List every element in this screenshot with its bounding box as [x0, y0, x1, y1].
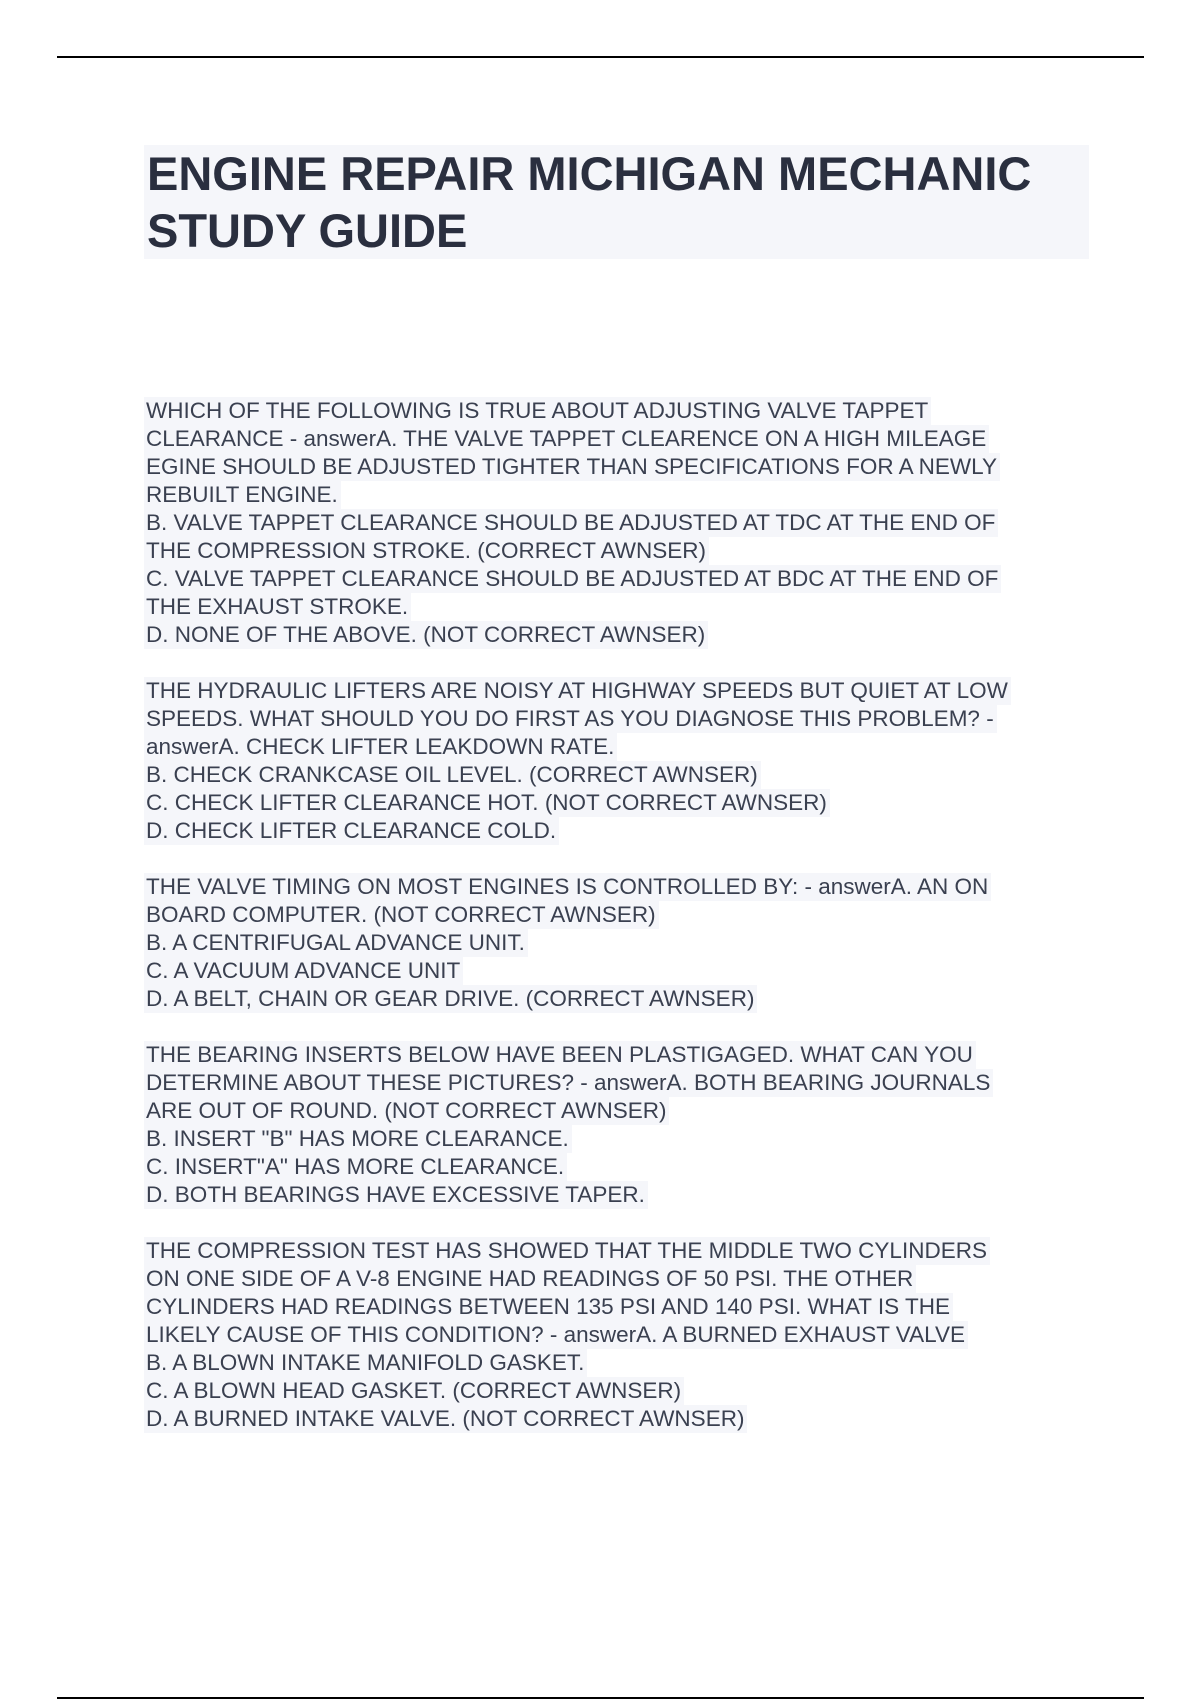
question-text-line: D. CHECK LIFTER CLEARANCE COLD. — [144, 817, 559, 845]
question-text-line: B. CHECK CRANKCASE OIL LEVEL. (CORRECT AWNSER) — [144, 761, 761, 789]
question-text-line: answerA. CHECK LIFTER LEAKDOWN RATE. — [144, 733, 617, 761]
question-text-line: THE COMPRESSION TEST HAS SHOWED THAT THE MIDDLE TWO CYLINDERS — [144, 1237, 990, 1265]
question-text-line: B. VALVE TAPPET CLEARANCE SHOULD BE ADJUSTED AT TDC AT THE END OF — [144, 509, 998, 537]
question-text-line: SPEEDS. WHAT SHOULD YOU DO FIRST AS YOU DIAGNOSE THIS PROBLEM? - — [144, 705, 997, 733]
question-text-line: WHICH OF THE FOLLOWING IS TRUE ABOUT ADJUSTING VALVE TAPPET — [144, 397, 931, 425]
question-text-line: THE COMPRESSION STROKE. (CORRECT AWNSER) — [144, 537, 709, 565]
question-text-line: D. A BURNED INTAKE VALVE. (NOT CORRECT AWNSER) — [144, 1405, 747, 1433]
title-block — [144, 145, 1089, 259]
question-text-line: C. INSERT"A" HAS MORE CLEARANCE. — [144, 1153, 567, 1181]
question-block — [144, 1237, 1089, 1433]
document-title — [144, 145, 1089, 259]
questions-list — [144, 397, 1089, 1461]
question-text-line: DETERMINE ABOUT THESE PICTURES? - answerA. BOTH BEARING JOURNALS — [144, 1069, 993, 1097]
question-text-line: ARE OUT OF ROUND. (NOT CORRECT AWNSER) — [144, 1097, 669, 1125]
question-block — [144, 397, 1089, 649]
question-text-line: THE EXHAUST STROKE. — [144, 593, 411, 621]
question-text-line: C. A VACUUM ADVANCE UNIT — [144, 957, 463, 985]
question-text-line: C. A BLOWN HEAD GASKET. (CORRECT AWNSER) — [144, 1377, 684, 1405]
question-text-line: D. BOTH BEARINGS HAVE EXCESSIVE TAPER. — [144, 1181, 648, 1209]
question-text-line: THE VALVE TIMING ON MOST ENGINES IS CONTROLLED BY: - answerA. AN ON — [144, 873, 991, 901]
question-text-line: THE HYDRAULIC LIFTERS ARE NOISY AT HIGHWAY SPEEDS BUT QUIET AT LOW — [144, 677, 1011, 705]
question-text-line: ON ONE SIDE OF A V-8 ENGINE HAD READINGS OF 50 PSI. THE OTHER — [144, 1265, 916, 1293]
top-rule — [57, 56, 1144, 58]
bottom-rule — [57, 1697, 1144, 1699]
question-text-line: D. NONE OF THE ABOVE. (NOT CORRECT AWNSER) — [144, 621, 708, 649]
question-text-line: C. CHECK LIFTER CLEARANCE HOT. (NOT CORRECT AWNSER) — [144, 789, 830, 817]
question-text-line: D. A BELT, CHAIN OR GEAR DRIVE. (CORRECT AWNSER) — [144, 985, 757, 1013]
question-block — [144, 677, 1089, 845]
question-text-line: B. A BLOWN INTAKE MANIFOLD GASKET. — [144, 1349, 587, 1377]
question-text-line: CLEARANCE - answerA. THE VALVE TAPPET CLEARENCE ON A HIGH MILEAGE — [144, 425, 989, 453]
title-line-1: ENGINE REPAIR MICHIGAN MECHANIC — [147, 147, 1032, 200]
question-text-line: CYLINDERS HAD READINGS BETWEEN 135 PSI AND 140 PSI. WHAT IS THE — [144, 1293, 953, 1321]
question-text-line: B. INSERT "B" HAS MORE CLEARANCE. — [144, 1125, 572, 1153]
question-text-line: THE BEARING INSERTS BELOW HAVE BEEN PLASTIGAGED. WHAT CAN YOU — [144, 1041, 976, 1069]
question-block — [144, 1041, 1089, 1209]
question-text-line: C. VALVE TAPPET CLEARANCE SHOULD BE ADJUSTED AT BDC AT THE END OF — [144, 565, 1001, 593]
question-block — [144, 873, 1089, 1013]
question-text-line: LIKELY CAUSE OF THIS CONDITION? - answerA. A BURNED EXHAUST VALVE — [144, 1321, 968, 1349]
question-text-line: BOARD COMPUTER. (NOT CORRECT AWNSER) — [144, 901, 659, 929]
question-text-line: EGINE SHOULD BE ADJUSTED TIGHTER THAN SPECIFICATIONS FOR A NEWLY — [144, 453, 1000, 481]
title-line-2: STUDY GUIDE — [147, 204, 468, 257]
question-text-line: REBUILT ENGINE. — [144, 481, 341, 509]
question-text-line: B. A CENTRIFUGAL ADVANCE UNIT. — [144, 929, 528, 957]
